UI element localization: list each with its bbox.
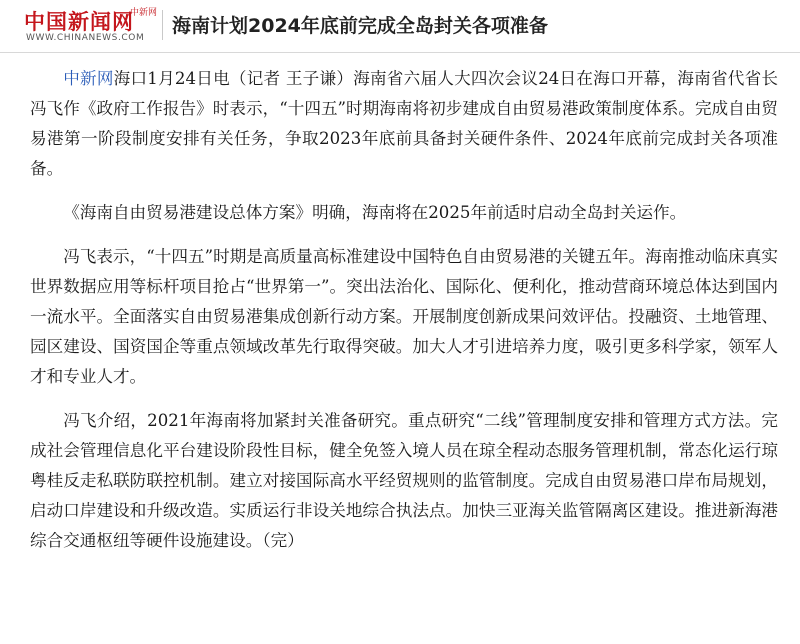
chinanews-logo[interactable] [24, 6, 160, 46]
article-paragraph: 冯飞表示，“十四五”时期是高质量高标准建设中国特色自由贸易港的关键五年。海南推动临床真实世界数据应用等标杆项目抢占“世界第一”。突出法治化、国际化、便利化，推动营商环境总体达到国内一流水平。全面落实自由贸易港集成创新行动方案。开展制度创新成果问效评估。投融资、土地管理、园区建设、国资国企等重点领域改革先行取得突破。加大人才引进培养力度，吸引更多科学家，领军人才和专业人才。 [30, 247, 778, 386]
article-body [30, 64, 778, 570]
logo-text: 中国新闻网 [24, 9, 134, 34]
source-link[interactable]: 中新网 [63, 69, 114, 88]
header-divider [162, 10, 163, 40]
page-header [0, 0, 800, 53]
paragraph-text: 海口1月24日电（记者 王子谦）海南省六届人大四次会议24日在海口开幕，海南省代省长冯飞作《政府工作报告》时表示，“十四五”时期海南将初步建成自由贸易港政策制度体系。完成自由贸易港第一阶段制度安排有关任务，争取2023年底前具备封关硬件条件、2024年底前完成封关各项准备。 [30, 69, 778, 178]
article-paragraph: 冯飞介绍，2021年海南将加紧封关准备研究。重点研究“二线”管理制度安排和管理方式方法。完成社会管理信息化平台建设阶段性目标，健全免签入境人员在琼全程动态服务管理机制，常态化运行琼粤桂反走私联防联控机制。建立对接国际高水平经贸规则的监管制度。完成自由贸易港口岸布局规划，启动口岸建设和升级改造。实质运行非设关地综合执法点。加快三亚海关监管隔离区建设。推进新海港综合交通枢纽等硬件设施建设。（完） [30, 411, 778, 550]
page-title: 海南计划2024年底前完成全岛封关各项准备 [172, 15, 548, 37]
article-paragraph: 《海南自由贸易港建设总体方案》明确，海南将在2025年前适时启动全岛封关运作。 [63, 203, 687, 222]
logo-tag: 中新网 [130, 8, 158, 18]
logo-url: WWW.CHINANEWS.COM [26, 33, 145, 43]
article-paragraph [30, 64, 778, 184]
